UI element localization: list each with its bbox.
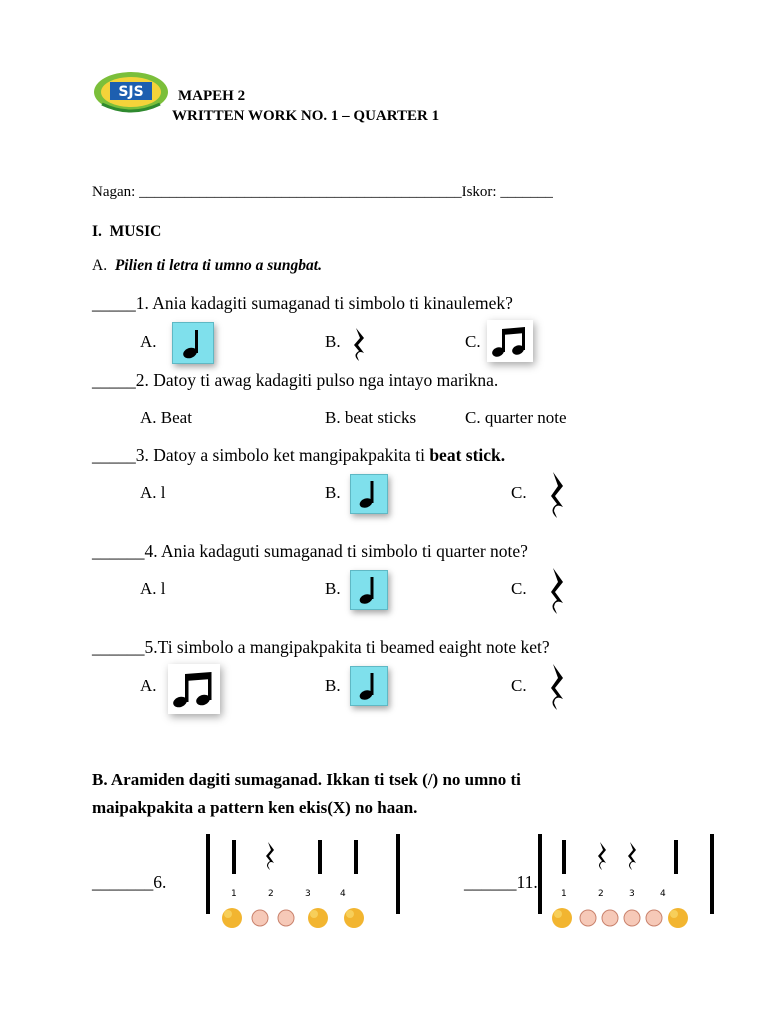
subject-title: MAPEH 2 (178, 88, 246, 104)
beamed-eighth-note-icon (168, 664, 220, 714)
open-hand-icon (580, 910, 596, 926)
open-hand-icon (602, 910, 618, 926)
school-logo (92, 64, 170, 116)
open-hand-icon (278, 910, 294, 926)
beat-label: 2 (598, 889, 604, 899)
quarter-rest-icon (598, 842, 606, 870)
section-title: MUSIC (109, 223, 162, 240)
q5-option-c: C. (511, 676, 527, 695)
q3-option-a: A. l (140, 483, 166, 502)
name-score-line (92, 184, 553, 201)
answer-blank[interactable]: ______ (92, 637, 145, 657)
q2-option-a: A. Beat (140, 408, 192, 427)
quarter-rest-icon (350, 326, 370, 362)
beat-label: 4 (660, 889, 666, 899)
clapping-hands-icon (552, 908, 572, 928)
question-1 (92, 293, 513, 314)
answer-blank[interactable]: _____ (92, 293, 136, 313)
barline (396, 834, 400, 914)
item-6 (92, 872, 166, 893)
answer-blank[interactable]: ______ (92, 541, 145, 561)
beat-label: 3 (305, 889, 311, 899)
q1-option-a: A. (140, 332, 157, 351)
quarter-note-icon (350, 666, 388, 706)
part-a-letter: A. (92, 257, 108, 274)
q4-option-c: C. (511, 579, 527, 598)
quarter-rest-icon (628, 842, 636, 870)
section-number: I. (92, 223, 102, 240)
quarter-rest-icon (266, 842, 274, 870)
question-4 (92, 541, 528, 562)
clapping-hands-icon (222, 908, 242, 928)
question-text-bold: beat stick. (429, 445, 506, 465)
item-number: 6. (153, 872, 167, 892)
rhythm-pattern-6 (198, 830, 408, 936)
quarter-rest-icon (546, 566, 570, 616)
question-text: 3. Datoy a simbolo ket mangipakpakita ti (135, 445, 430, 465)
clapping-hands-icon (344, 908, 364, 928)
clapping-hands-icon (668, 908, 688, 928)
beat-label: 4 (340, 889, 346, 899)
q1-option-b: B. (325, 332, 341, 351)
quarter-note-icon (350, 474, 388, 514)
name-field[interactable]: ___________________________________________ (139, 184, 462, 200)
score-field[interactable]: _______ (500, 184, 553, 200)
quarter-note-icon (172, 322, 214, 364)
worksheet-title: WRITTEN WORK NO. 1 – QUARTER 1 (172, 108, 440, 124)
q5-option-b: B. (325, 676, 341, 695)
beat-stick (674, 840, 678, 874)
open-hand-icon (624, 910, 640, 926)
logo-text: SJS (118, 84, 144, 100)
name-label: Nagan: (92, 184, 140, 200)
barline (206, 834, 210, 914)
section-heading (92, 223, 161, 241)
part-a-instruction: Pilien ti letra ti umno a sungbat. (114, 257, 322, 274)
rhythm-pattern-11 (532, 830, 722, 936)
question-2 (92, 370, 498, 391)
quarter-note-icon (350, 570, 388, 610)
quarter-rest-icon (546, 470, 570, 520)
beat-label: 1 (561, 889, 567, 899)
beat-stick (318, 840, 322, 874)
beat-stick (232, 840, 236, 874)
answer-blank[interactable]: _______ (92, 872, 154, 892)
beat-label: 2 (268, 889, 274, 899)
q3-option-c: C. (511, 483, 527, 502)
beat-stick (354, 840, 358, 874)
beat-label: 1 (231, 889, 237, 899)
score-label: Iskor: (461, 184, 501, 200)
q1-option-c: C. (465, 332, 481, 351)
answer-blank[interactable]: _____ (92, 445, 136, 465)
clapping-hands-icon (308, 908, 328, 928)
q3-option-b: B. (325, 483, 341, 502)
question-text: 1. Ania kadagiti sumaganad ti simbolo ti kinaulemek? (135, 293, 513, 313)
beat-label: 3 (629, 889, 635, 899)
barline (710, 834, 714, 914)
beamed-eighth-note-icon (487, 320, 533, 362)
beat-stick (562, 840, 566, 874)
open-hand-icon (252, 910, 268, 926)
quarter-rest-icon (546, 662, 570, 712)
item-number: 11. (516, 872, 538, 892)
q2-option-c: C. quarter note (465, 408, 567, 427)
q5-option-a: A. (140, 676, 157, 695)
open-hand-icon (646, 910, 662, 926)
question-5 (92, 637, 550, 658)
q2-option-b: B. beat sticks (325, 408, 417, 427)
question-text: 5.Ti simbolo a mangipakpakita ti beamed eaight note ket? (144, 637, 550, 657)
barline (538, 834, 542, 914)
answer-blank[interactable]: ______ (464, 872, 517, 892)
part-b-instruction-line2: maipakpakita a pattern ken ekis(X) no haan. (92, 798, 418, 817)
item-11 (464, 872, 538, 893)
answer-blank[interactable]: _____ (92, 370, 136, 390)
q4-option-b: B. (325, 579, 341, 598)
part-a-heading (92, 257, 322, 275)
q4-option-a: A. l (140, 579, 166, 598)
part-b-instruction-line1: B. Aramiden dagiti sumaganad. Ikkan ti tsek (/) no umno ti (92, 770, 521, 789)
question-text: 2. Datoy ti awag kadagiti pulso nga intayo marikna. (135, 370, 499, 390)
question-text: 4. Ania kadaguti sumaganad ti simbolo ti quarter note? (144, 541, 528, 561)
question-3 (92, 445, 505, 466)
